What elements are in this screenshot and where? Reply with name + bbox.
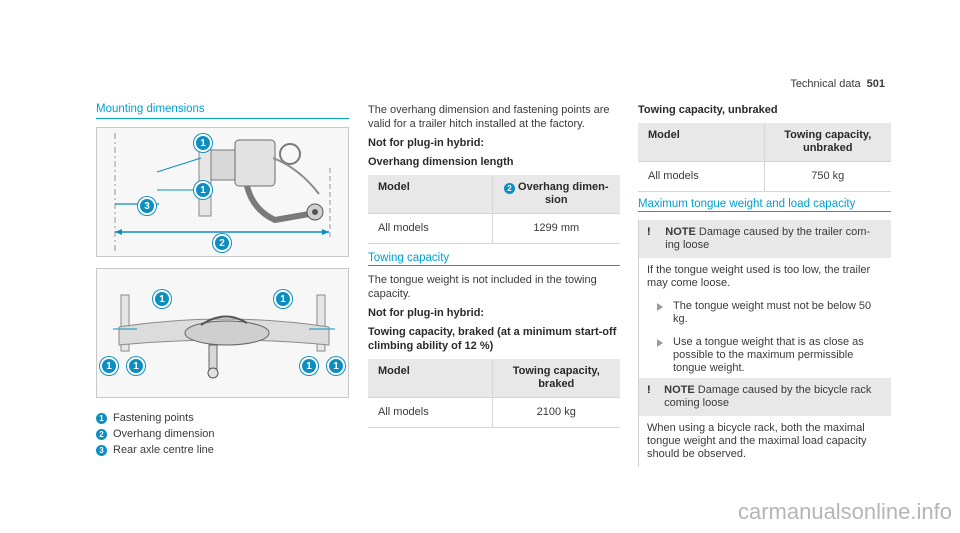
unbraked-row-value: 750 kg	[764, 162, 891, 192]
callout-1-mid: 1	[194, 181, 212, 199]
legend-item-2	[96, 426, 215, 442]
towing-title-rule	[368, 265, 620, 266]
overhang-col-num: 2	[504, 183, 515, 194]
legend-num-1: 1	[96, 413, 107, 424]
legend-num-2: 2	[96, 429, 107, 440]
callout-1-rear-bottom-3: 1	[300, 357, 318, 375]
watermark: carmanualsonline.info	[737, 499, 952, 524]
callout-2: 2	[213, 234, 231, 252]
unbraked-table-row	[638, 162, 891, 192]
tongue-weight-title: Maximum tongue weight and load capacity	[638, 198, 856, 210]
overhang-subhead: Overhang dimension length	[368, 156, 514, 168]
legend-label-1: Fastening points	[113, 412, 194, 424]
overhang-table	[368, 175, 620, 244]
legend-label-3: Rear axle centre line	[113, 444, 214, 456]
note1-heading: Damage caused by the trailer com-ing loose	[665, 226, 871, 251]
note1-label: NOTE	[665, 226, 696, 238]
unbraked-table	[638, 123, 891, 192]
hitch-rear-view-figure	[96, 268, 349, 398]
legend-num-3: 3	[96, 445, 107, 456]
section-name: Technical data	[790, 78, 861, 90]
unbraked-col-capacity: Towing capacity, unbraked	[764, 123, 891, 162]
note1-bullet-1	[647, 300, 883, 326]
callout-1-rear-bottom-1: 1	[100, 357, 118, 375]
overhang-row-model: All models	[368, 214, 492, 244]
hitch-rear-view-drawing	[97, 269, 350, 399]
warning-icon: !	[647, 384, 651, 396]
towing-col-capacity: Towing capacity, braked	[492, 359, 620, 398]
unbraked-row-model: All models	[638, 162, 764, 192]
note-bicycle-rack	[638, 378, 891, 467]
callout-1-rear-top-right: 1	[274, 290, 292, 308]
overhang-col-dimension	[492, 175, 620, 214]
legend-label-2: Overhang dimension	[113, 428, 215, 440]
towing-intro: The tongue weight is not included in the towing capacity.	[368, 274, 597, 300]
note1-body	[639, 258, 891, 381]
note1-bullet-1-text: The tongue weight must not be below 50 kg.	[673, 300, 872, 325]
callout-3: 3	[138, 197, 156, 215]
note2-heading: Damage caused by the bicycle rack coming loose	[664, 384, 872, 409]
note1-header	[639, 220, 891, 258]
overhang-table-row	[368, 214, 620, 244]
towing-row-value: 2100 kg	[492, 398, 620, 428]
tongue-title-rule	[638, 211, 891, 212]
towing-table-header	[368, 359, 620, 398]
note2-label: NOTE	[664, 384, 695, 396]
overhang-intro: The overhang dimension and fastening points are valid for a trailer hitch installed at the factory.	[368, 104, 610, 130]
towing-not-hybrid: Not for plug-in hybrid:	[368, 307, 485, 319]
towing-subhead: Towing capacity, braked (at a minimum start-off climbing ability of 12 %)	[368, 326, 617, 352]
note2-header	[639, 378, 891, 416]
overhang-col-model: Model	[368, 175, 492, 214]
towing-row-model: All models	[368, 398, 492, 428]
unbraked-table-header	[638, 123, 891, 162]
callout-1-top: 1	[194, 134, 212, 152]
legend-item-3	[96, 442, 215, 458]
legend-item-1	[96, 410, 215, 426]
towing-section	[368, 273, 620, 428]
note1-bullet-2	[647, 336, 883, 375]
towing-braked-table	[368, 359, 620, 428]
overhang-section	[368, 103, 620, 244]
overhang-col-dimension-label: Overhang dimen-sion	[518, 181, 609, 206]
figure-legend	[96, 410, 215, 458]
overhang-row-value: 1299 mm	[492, 214, 620, 244]
note-trailer-loose	[638, 220, 891, 381]
note2-text: When using a bicycle rack, both the maximal tongue weight and the maximal load capacity should be observed.	[647, 422, 867, 460]
towing-capacity-title: Towing capacity	[368, 252, 450, 264]
hitch-side-view-figure	[96, 127, 349, 257]
mounting-dimensions-title: Mounting dimensions	[96, 103, 205, 115]
arrow-right-icon	[657, 303, 663, 311]
callout-1-rear-bottom-2: 1	[127, 357, 145, 375]
towing-table-row	[368, 398, 620, 428]
towing-col-model: Model	[368, 359, 492, 398]
unbraked-title: Towing capacity, unbraked	[638, 104, 778, 116]
overhang-not-hybrid: Not for plug-in hybrid:	[368, 137, 485, 149]
page-header	[790, 78, 885, 90]
note1-bullet-2-text: Use a tongue weight that is as close as possible to the maximum permissible tongue weight.	[673, 336, 864, 374]
mounting-title-rule	[96, 118, 349, 119]
page-number: 501	[866, 78, 885, 90]
unbraked-col-model: Model	[638, 123, 764, 162]
note2-body	[639, 416, 891, 467]
arrow-right-icon	[657, 339, 663, 347]
unbraked-section	[638, 103, 891, 192]
note1-text: If the tongue weight used is too low, the trailer may come loose.	[647, 264, 871, 289]
callout-1-rear-bottom-4: 1	[327, 357, 345, 375]
warning-icon: !	[647, 226, 651, 238]
overhang-table-header	[368, 175, 620, 214]
callout-1-rear-top-left: 1	[153, 290, 171, 308]
